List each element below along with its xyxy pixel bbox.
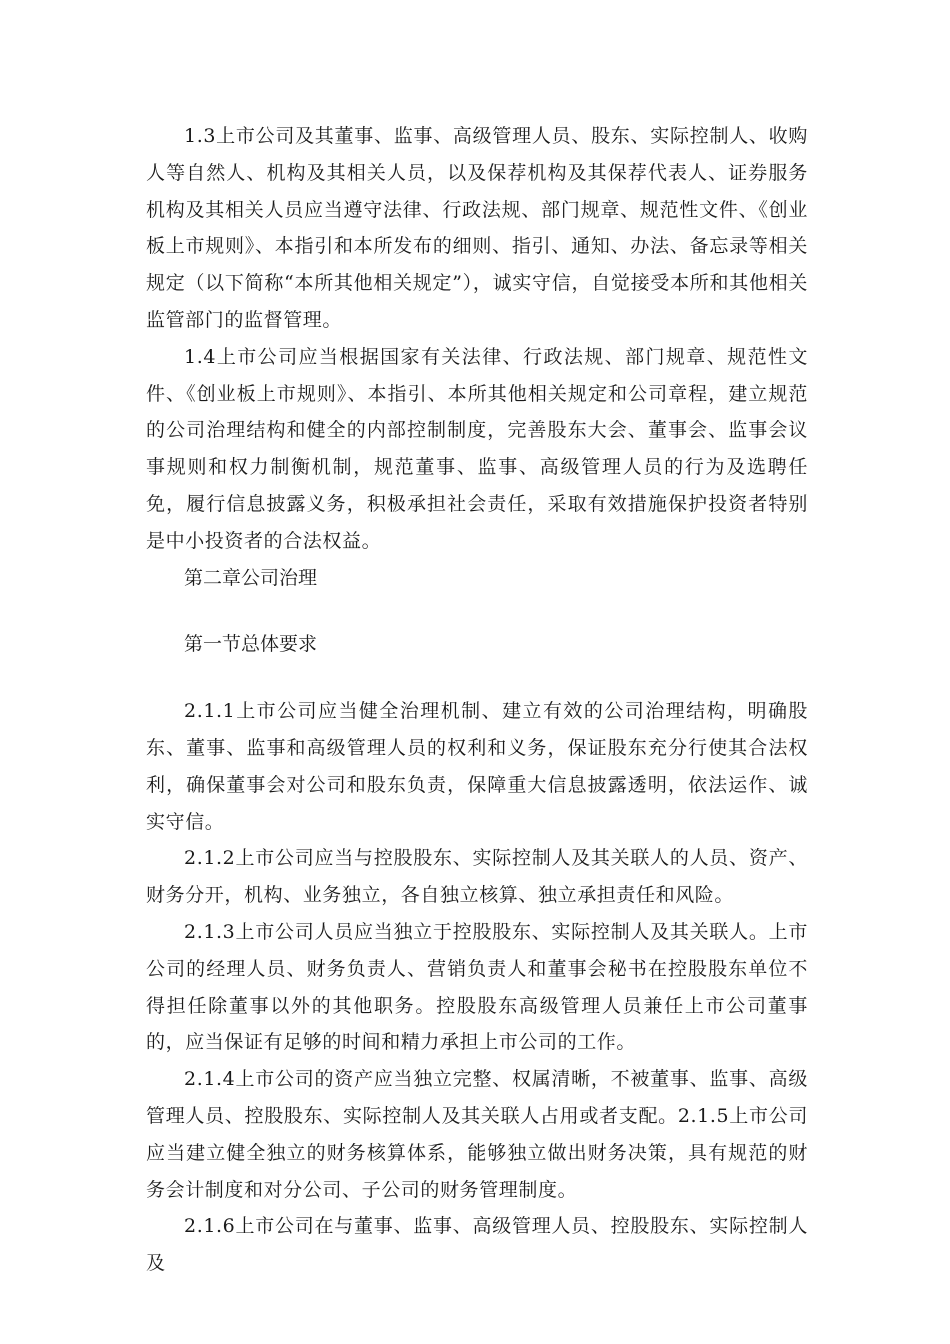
paragraph-2-1-1: 2.1.1上市公司应当健全治理机制、建立有效的公司治理结构，明确股东、董事、监事和高级管理人员的权利和义务，保证股东充分行使其合法权利，确保董事会对公司和股东负责，保障重大信息披露透明，依法运作、诚实守信。 — [146, 700, 808, 833]
paragraph-1-3: 1.3上市公司及其董事、监事、高级管理人员、股东、实际控制人、收购人等自然人、机构及其相关人员，以及保荐机构及其保荐代表人、证券服务机构及其相关人员应当遵守法律、行政法规、部门规章、规范性文件、《创业板上市规则》、本指引和本所发布的细则、指引、通知、办法、备忘录等相关规定（以下简称“本所其他相关规定”），诚实守信，自觉接受本所和其他相关监管部门的监督管理。 — [146, 125, 808, 331]
chapter-heading: 第二章公司治理 — [184, 566, 318, 589]
paragraph-2-1-4: 2.1.4上市公司的资产应当独立完整、权属清晰，不被董事、监事、高级管理人员、控股股东、实际控制人及其关联人占用或者支配。2.1.5上市公司应当建立健全独立的财务核算体系，能够独立做出财务决策，具有规范的财务会计制度和对分公司、子公司的财务管理制度。 — [146, 1068, 808, 1201]
paragraph-2-1-6: 2.1.6上市公司在与董事、监事、高级管理人员、控股股东、实际控制人及 — [146, 1215, 808, 1275]
paragraph-1-4: 1.4上市公司应当根据国家有关法律、行政法规、部门规章、规范性文件、《创业板上市规则》、本指引、本所其他相关规定和公司章程，建立规范的公司治理结构和健全的内部控制制度，完善股东大会、董事会、监事会议事规则和权力制衡机制，规范董事、监事、高级管理人员的行为及选聘任免，履行信息披露义务，积极承担社会责任，采取有效措施保护投资者特别是中小投资者的合法权益。 — [146, 345, 808, 552]
paragraph-2-1-3: 2.1.3上市公司人员应当独立于控股股东、实际控制人及其关联人。上市公司的经理人员、财务负责人、营销负责人和董事会秘书在控股股东单位不得担任除董事以外的其他职务。控股股东高级管理人员兼任上市公司董事的，应当保证有足够的时间和精力承担上市公司的工作。 — [146, 920, 808, 1054]
paragraph-2-1-2: 2.1.2上市公司应当与控股股东、实际控制人及其关联人的人员、资产、财务分开，机构、业务独立，各自独立核算、独立承担责任和风险。 — [146, 847, 808, 907]
document-page — [146, 118, 808, 1282]
section-heading: 第一节总体要求 — [184, 633, 318, 656]
